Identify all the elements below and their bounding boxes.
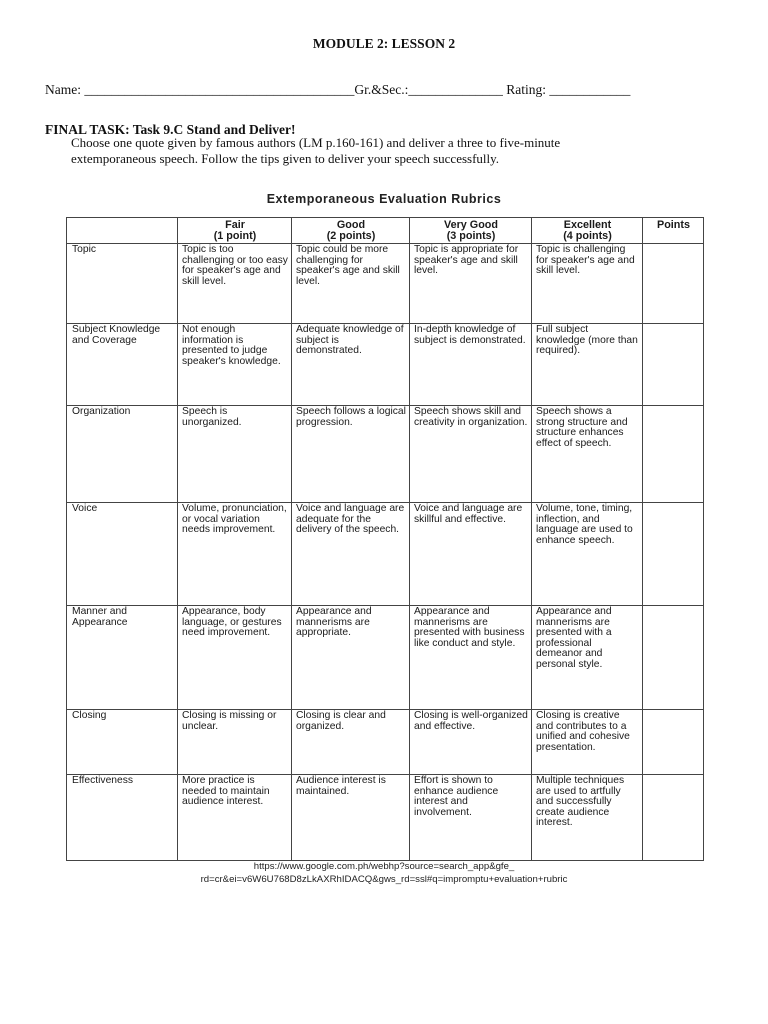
fair-cell: Volume, pronunciation, or vocal variation needs improvement. [178, 503, 292, 606]
excellent-cell: Topic is challenging for speaker's age and skill level. [532, 244, 643, 324]
criterion-cell: Topic [67, 244, 178, 324]
very-good-cell: Speech shows skill and creativity in organization. [410, 406, 532, 503]
rubric-row-closing [67, 710, 704, 775]
points-cell[interactable] [643, 244, 704, 324]
fair-cell: More practice is needed to maintain audience interest. [178, 775, 292, 861]
good-cell: Speech follows a logical progression. [292, 406, 410, 503]
good-cell: Audience interest is maintained. [292, 775, 410, 861]
instructions-line: Choose one quote given by famous authors (LM p.160-161) and deliver a three to five-minute [71, 135, 561, 150]
criterion-cell: Manner and Appearance [67, 606, 178, 710]
header-points: (3 points) [446, 230, 496, 242]
header-points-column [643, 218, 704, 244]
very-good-cell: Closing is well-organized and effective. [410, 710, 532, 775]
task-instructions [71, 135, 691, 167]
criterion-cell: Voice [67, 503, 178, 606]
citation-line[interactable]: rd=cr&ei=v6W6U768D8zLkAXRhIDACQ&gws_rd=ssl#q=impromptu+evaluation+rubric [200, 874, 568, 885]
good-cell: Adequate knowledge of subject is demonstrated. [292, 324, 410, 406]
excellent-cell: Appearance and mannerisms are presented with a professional demeanor and personal style. [532, 606, 643, 710]
module-title: MODULE 2: LESSON 2 [312, 36, 456, 51]
good-cell: Closing is clear and organized. [292, 710, 410, 775]
excellent-cell: Multiple techniques are used to artfully and successfully create audience interest. [532, 775, 643, 861]
rubric-title: Extemporaneous Evaluation Rubrics [266, 192, 502, 206]
fair-cell: Speech is unorganized. [178, 406, 292, 503]
points-cell[interactable] [643, 503, 704, 606]
excellent-cell: Closing is creative and contributes to a unified and cohesive presentation. [532, 710, 643, 775]
very-good-cell: Effort is shown to enhance audience interest and involvement. [410, 775, 532, 861]
points-cell[interactable] [643, 324, 704, 406]
header-label: Good [336, 219, 366, 231]
excellent-cell: Full subject knowledge (more than required). [532, 324, 643, 406]
rubric-row-organization [67, 406, 704, 503]
header-very-good [410, 218, 532, 244]
header-criterion [67, 218, 178, 244]
rubric-header-row [67, 218, 704, 244]
rubric-row-voice [67, 503, 704, 606]
rubric-row-subject-knowledge [67, 324, 704, 406]
criterion-cell: Closing [67, 710, 178, 775]
header-points: (1 point) [213, 230, 257, 242]
very-good-cell: Voice and language are skillful and effective. [410, 503, 532, 606]
fair-cell: Closing is missing or unclear. [178, 710, 292, 775]
very-good-cell: Appearance and mannerisms are presented with business like conduct and style. [410, 606, 532, 710]
points-cell[interactable] [643, 710, 704, 775]
good-cell: Topic could be more challenging for speaker's age and skill level. [292, 244, 410, 324]
rubric-row-effectiveness [67, 775, 704, 861]
header-fair [178, 218, 292, 244]
instructions-line: extemporaneous speech. Follow the tips given to deliver your speech successfully. [71, 151, 500, 166]
fair-cell: Topic is too challenging or too easy for speaker's age and skill level. [178, 244, 292, 324]
criterion-cell: Effectiveness [67, 775, 178, 861]
points-cell[interactable] [643, 406, 704, 503]
criterion-cell: Subject Knowledge and Coverage [67, 324, 178, 406]
student-info-line: Name: ________________________________________Gr.&Sec.:______________ Rating: ____________ [45, 82, 631, 97]
header-label: Very Good [443, 219, 498, 231]
good-cell: Appearance and mannerisms are appropriate. [292, 606, 410, 710]
header-excellent [532, 218, 643, 244]
header-points: (2 points) [326, 230, 376, 242]
excellent-cell: Speech shows a strong structure and structure enhances effect of speech. [532, 406, 643, 503]
source-citation [0, 860, 768, 886]
header-label: Fair [225, 219, 245, 231]
task-title: FINAL TASK: Task 9.C Stand and Deliver! [45, 122, 296, 137]
good-cell: Voice and language are adequate for the delivery of the speech. [292, 503, 410, 606]
rubric-row-manner-appearance [67, 606, 704, 710]
excellent-cell: Volume, tone, timing, inflection, and language are used to enhance speech. [532, 503, 643, 606]
points-cell[interactable] [643, 606, 704, 710]
fair-cell: Not enough information is presented to judge speaker's knowledge. [178, 324, 292, 406]
citation-line[interactable]: https://www.google.com.ph/webhp?source=search_app&gfe_ [253, 861, 515, 872]
header-good [292, 218, 410, 244]
criterion-cell: Organization [67, 406, 178, 503]
very-good-cell: In-depth knowledge of subject is demonstrated. [410, 324, 532, 406]
header-label: Excellent [563, 219, 612, 231]
rubric-row-topic [67, 244, 704, 324]
header-points: (4 points) [563, 230, 612, 242]
rubric-table [66, 217, 704, 861]
fair-cell: Appearance, body language, or gestures need improvement. [178, 606, 292, 710]
very-good-cell: Topic is appropriate for speaker's age and skill level. [410, 244, 532, 324]
header-label: Points [657, 219, 690, 231]
points-cell[interactable] [643, 775, 704, 861]
